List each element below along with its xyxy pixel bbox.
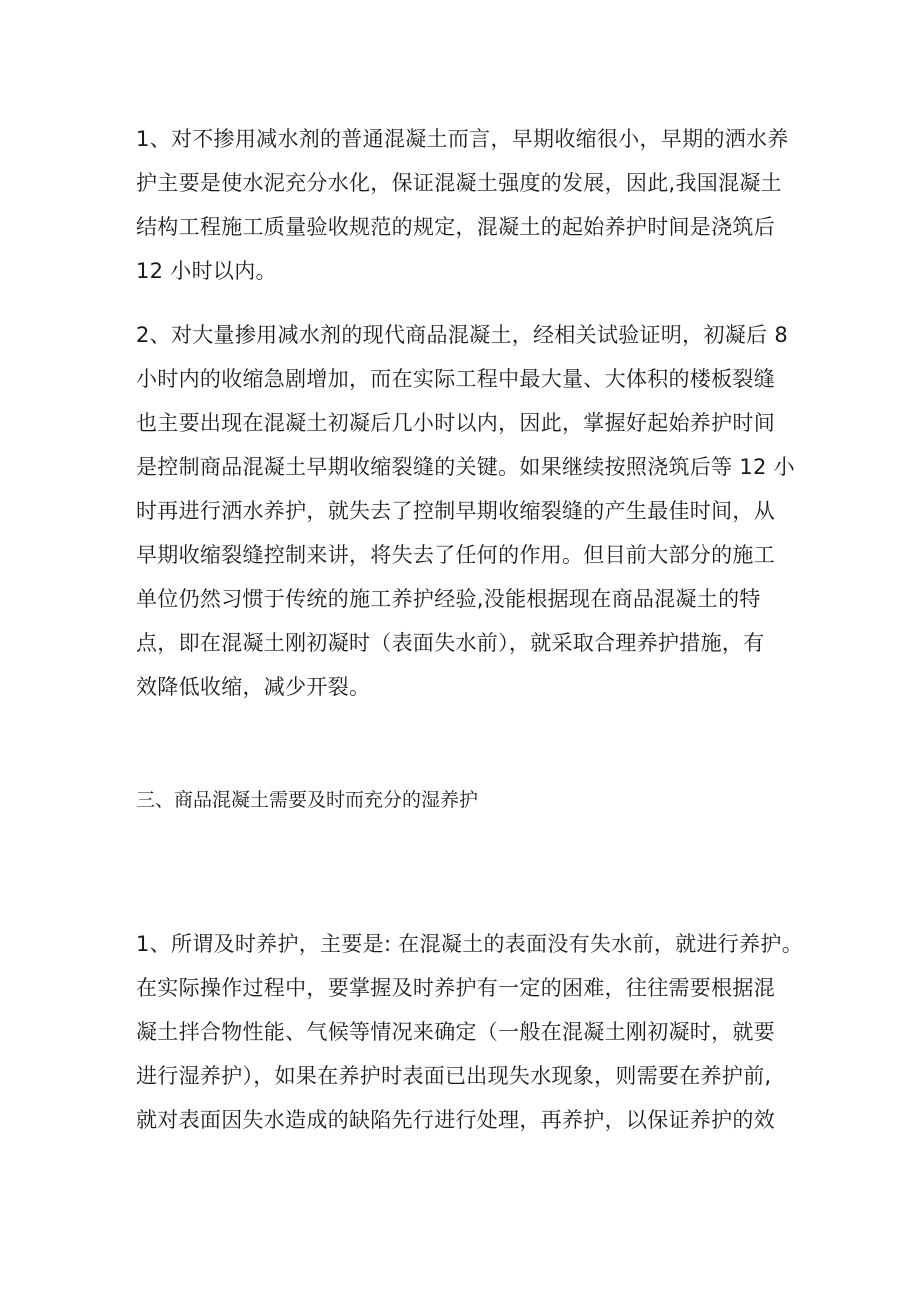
text-line: 早期收缩裂缝控制来讲，将失去了任何的作用。但目前大部分的施工 <box>136 543 775 567</box>
text-line: 小时内的收缩急剧增加，而在实际工程中最大量、大体积的楼板裂缝 <box>136 367 775 391</box>
text-line: 是控制商品混凝土早期收缩裂缝的关键。如果继续按照浇筑后等 12 小 <box>136 455 795 479</box>
text-line: 1、所谓及时养护，主要是: 在混凝土的表面没有失水前，就进行养护。 <box>136 932 804 956</box>
paragraph-3 <box>136 922 804 1142</box>
text-line: 12 小时以内。 <box>136 259 277 283</box>
text-line: 凝土拌合物性能、气候等情况来确定（一般在混凝土刚初凝时，就要 <box>136 1020 775 1044</box>
text-line: 也主要出现在混凝土初凝后几小时以内，因此，掌握好起始养护时间 <box>136 411 775 435</box>
text-line: 进行湿养护），如果在养护时表面已出现失水现象，则需要在养护前, <box>136 1064 772 1088</box>
text-line: 效降低收缩，减少开裂。 <box>136 675 371 699</box>
section-heading: 三、商品混凝土需要及时而充分的湿养护 <box>136 789 479 811</box>
paragraph-2 <box>136 313 796 709</box>
text-line: 1、对不掺用减水剂的普通混凝土而言，早期收缩很小，早期的洒水养 <box>136 127 789 151</box>
text-line: 点，即在混凝土刚初凝时（表面失水前），就采取合理养护措施，有 <box>136 631 765 655</box>
text-line: 单位仍然习惯于传统的施工养护经验,没能根据现在商品混凝土的特 <box>136 587 761 611</box>
text-line: 护主要是使水泥充分水化，保证混凝土强度的发展，因此,我国混凝土 <box>136 171 782 195</box>
text-line: 就对表面因失水造成的缺陷先行进行处理，再养护，以保证养护的效 <box>136 1108 775 1132</box>
text-line: 2、对大量掺用减水剂的现代商品混凝土，经相关试验证明，初凝后 8 <box>136 323 788 347</box>
paragraph-1 <box>136 117 796 293</box>
text-line: 时再进行洒水养护，就失去了控制早期收缩裂缝的产生最佳时间，从 <box>136 499 775 523</box>
text-line: 结构工程施工质量验收规范的规定，混凝土的起始养护时间是浇筑后 <box>136 215 775 239</box>
text-line: 在实际操作过程中，要掌握及时养护有一定的困难，往往需要根据混 <box>136 976 775 1000</box>
